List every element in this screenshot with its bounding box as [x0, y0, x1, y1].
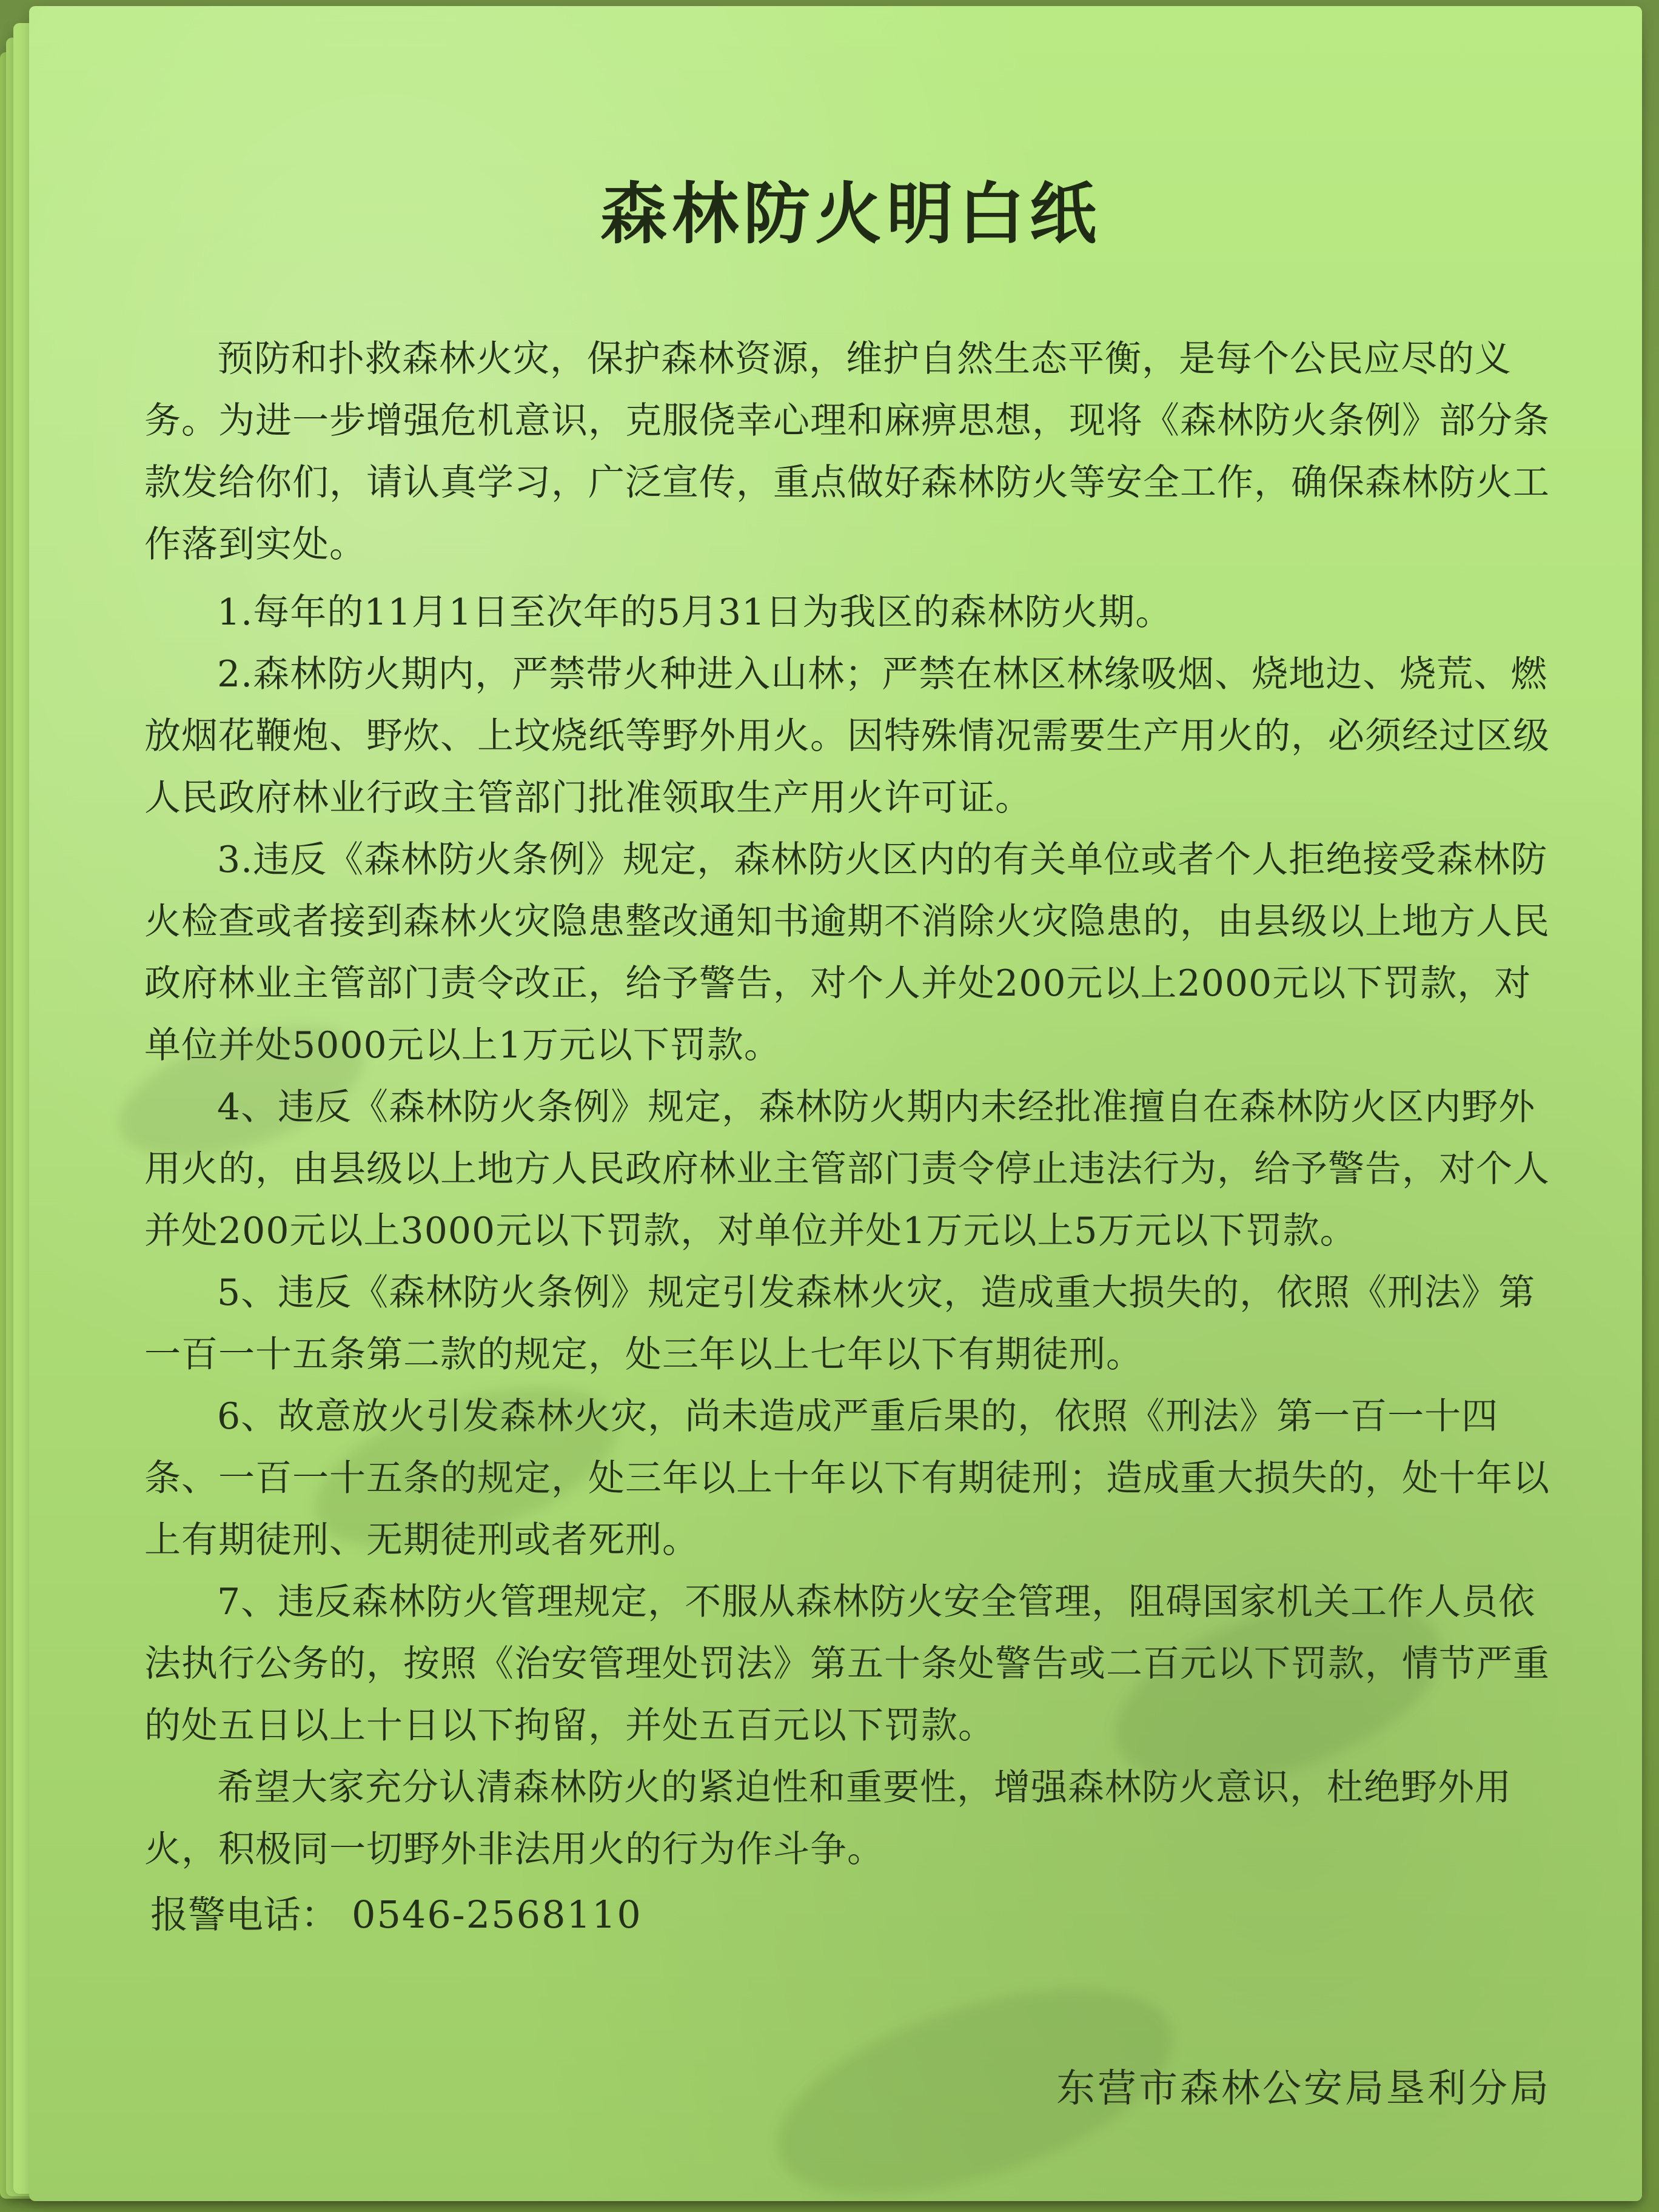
page-title: 森林防火明白纸	[600, 175, 1101, 253]
intro-paragraph: 预防和扑救森林火灾，保护森林资源，维护自然生态平衡，是每个公民应尽的义务。为进一步增强危机意识，克服侥幸心理和麻痹思想，现将《森林防火条例》部分条款发给你们，请认真学习，广泛宣传，重点做好森林防火等安全工作，确保森林防火工作落到实处。	[144, 338, 1550, 566]
phone-number: 0546-2568110	[352, 1892, 642, 1937]
notice-sheet	[29, 6, 1642, 2201]
rule-item-7: 7、违反森林防火管理规定，不服从森林防火安全管理，阻碍国家机关工作人员依法执行公务的，按照《治安管理处罚法》第五十条处警告或二百元以下罚款，情节严重的处五日以上十日以下拘留，并处五百元以下罚款。	[144, 1581, 1550, 1747]
rule-item-6: 6、故意放火引发森林火灾，尚未造成严重后果的，依照《刑法》第一百一十四条、一百一十五条的规定，处三年以上十年以下有期徒刑；造成重大损失的，处十年以上有期徒刑、无期徒刑或者死刑。	[144, 1395, 1550, 1561]
issuer-signature: 东营市森林公安局垦利分局	[1056, 2066, 1551, 2111]
phone-label: 报警电话：	[150, 1892, 339, 1937]
rule-item-2: 2.森林防火期内，严禁带火种进入山林；严禁在林区林缘吸烟、烧地边、烧荒、燃放烟花鞭炮、野炊、上坟烧纸等野外用火。因特殊情况需要生产用火的，必须经过区级人民政府林业行政主管部门批准领取生产用火许可证。	[144, 653, 1550, 819]
rule-item-4: 4、违反《森林防火条例》规定，森林防火期内未经批准擅自在森林防火区内野外用火的，由县级以上地方人民政府林业主管部门责令停止违法行为，给予警告，对个人并处200元以上3000元以下罚款，对单位并处1万元以上5万元以下罚款。	[144, 1086, 1550, 1252]
closing-paragraph: 希望大家充分认清森林防火的紧迫性和重要性，增强森林防火意识，杜绝野外用火，积极同一切野外非法用火的行为作斗争。	[144, 1766, 1512, 1871]
rule-item-3: 3.违反《森林防火条例》规定，森林防火区内的有关单位或者个人拒绝接受森林防火检查或者接到森林火灾隐患整改通知书逾期不消除火灾隐患的，由县级以上地方人民政府林业主管部门责令改正，给予警告，对个人并处200元以上2000元以下罚款，对单位并处5000元以上1万元以下罚款。	[144, 839, 1550, 1067]
rule-item-1: 1.每年的11月1日至次年的5月31日为我区的森林防火期。	[217, 591, 1173, 634]
rule-item-5: 5、违反《森林防火条例》规定引发森林火灾，造成重大损失的，依照《刑法》第一百一十五条第二款的规定，处三年以上七年以下有期徒刑。	[144, 1272, 1536, 1376]
emergency-phone-row	[144, 1885, 1557, 1945]
notice-content	[144, 161, 1557, 1945]
